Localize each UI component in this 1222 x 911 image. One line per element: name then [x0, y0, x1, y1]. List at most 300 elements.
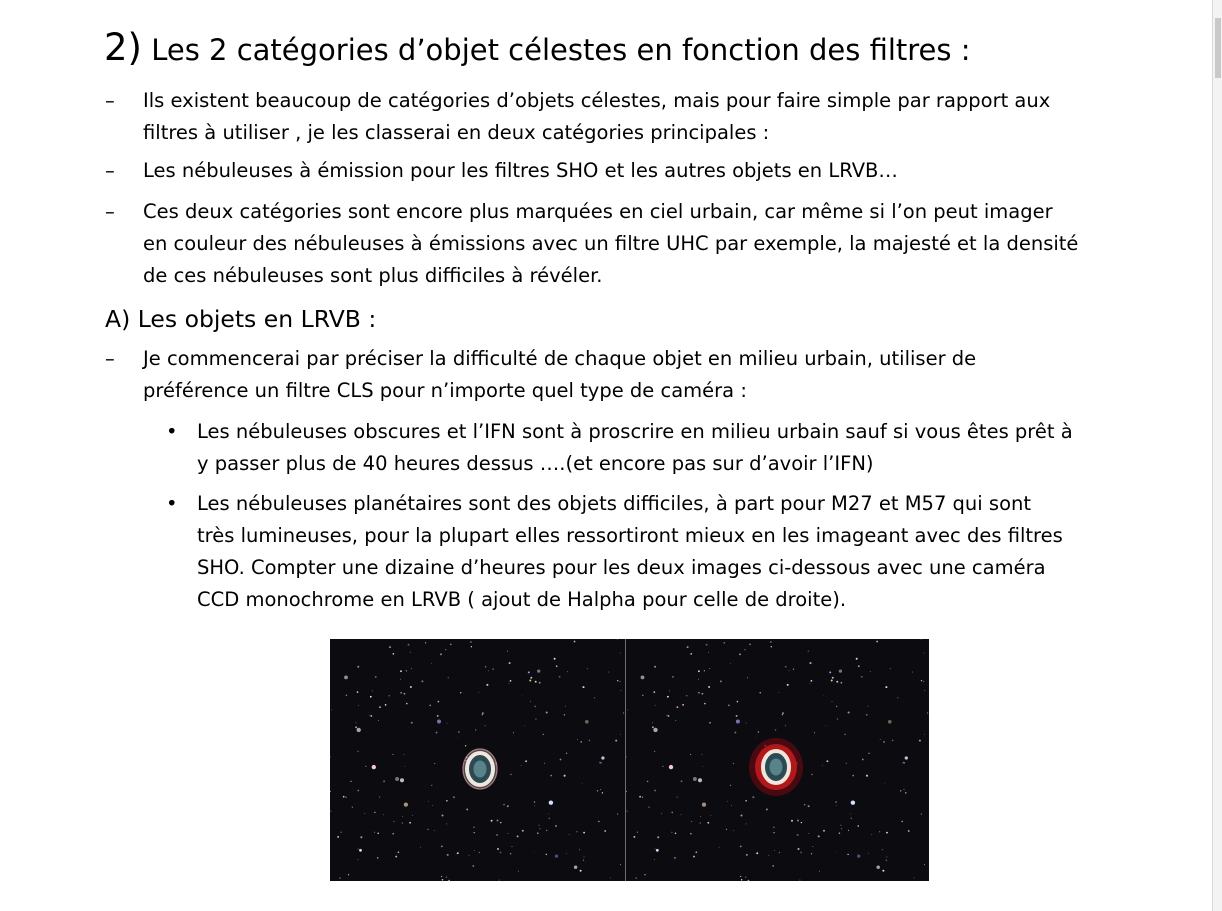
- star: [434, 763, 435, 764]
- star: [620, 652, 621, 653]
- star: [782, 712, 784, 714]
- star: [800, 851, 802, 853]
- star: [602, 792, 603, 793]
- text-line: filtres à utiliser , je les classerai en deux catégories principales :: [143, 121, 770, 144]
- section-heading-lrvb: A) Les objets en LRVB :: [105, 305, 377, 333]
- star: [375, 676, 377, 678]
- star: [358, 705, 359, 706]
- star: [400, 692, 402, 694]
- star: [584, 856, 585, 857]
- star: [808, 805, 810, 807]
- star: [822, 765, 823, 766]
- star: [880, 739, 881, 740]
- star: [582, 686, 584, 688]
- star: [882, 849, 883, 850]
- section-item-difficulty: [105, 343, 977, 407]
- star: [797, 820, 799, 822]
- star: [730, 785, 731, 786]
- star: [644, 874, 645, 875]
- star: [656, 849, 659, 852]
- star: [355, 726, 357, 728]
- star: [852, 775, 854, 777]
- star: [425, 642, 426, 643]
- star: [848, 711, 850, 713]
- star: [693, 777, 697, 781]
- star: [826, 760, 828, 762]
- star: [693, 856, 695, 858]
- star: [371, 715, 373, 717]
- star: [555, 825, 557, 827]
- star: [453, 796, 455, 798]
- star: [485, 725, 486, 726]
- star: [574, 865, 577, 868]
- star: [868, 853, 869, 854]
- star: [352, 806, 353, 807]
- star: [620, 681, 621, 682]
- star: [728, 704, 730, 706]
- star: [395, 856, 397, 858]
- star: [814, 732, 815, 733]
- star: [429, 704, 431, 706]
- star: [601, 756, 604, 759]
- star: [395, 777, 399, 781]
- star: [812, 846, 813, 847]
- star: [508, 833, 509, 834]
- star: [580, 870, 582, 872]
- star: [756, 853, 757, 854]
- star: [404, 693, 406, 695]
- star: [675, 832, 677, 834]
- star: [789, 671, 790, 672]
- star: [485, 666, 487, 668]
- star: [856, 658, 858, 660]
- star: [785, 666, 787, 668]
- star: [450, 643, 452, 645]
- star: [857, 825, 859, 827]
- star: [669, 765, 673, 769]
- star: [569, 834, 570, 835]
- star: [566, 853, 567, 854]
- star: [876, 641, 878, 643]
- star: [488, 671, 489, 672]
- star: [534, 706, 535, 707]
- star: [337, 836, 339, 838]
- star: [521, 765, 522, 766]
- star: [339, 877, 341, 879]
- ring-nebula-halpha-image: [626, 639, 929, 881]
- star: [442, 879, 444, 881]
- star: [652, 726, 654, 728]
- bullet-marker: •: [166, 420, 178, 443]
- star: [768, 855, 769, 856]
- star: [410, 686, 412, 688]
- star: [420, 847, 421, 848]
- star: [404, 802, 408, 806]
- star: [739, 653, 741, 655]
- star: [708, 652, 709, 653]
- star: [556, 665, 558, 667]
- star: [890, 668, 891, 669]
- star: [525, 760, 527, 762]
- star: [912, 672, 913, 673]
- star: [633, 836, 635, 838]
- star: [826, 725, 827, 726]
- star: [846, 763, 847, 764]
- star: [446, 723, 447, 724]
- star: [782, 714, 783, 715]
- star: [594, 697, 595, 698]
- star: [457, 737, 458, 738]
- star: [447, 854, 449, 856]
- star: [421, 680, 423, 682]
- star: [471, 646, 472, 647]
- star: [469, 855, 470, 856]
- text-line: SHO. Compter une dizaine d’heures pour les deux images ci-dessous avec une caméra: [197, 556, 1046, 579]
- star: [836, 805, 837, 806]
- star: [709, 668, 710, 669]
- star: [862, 759, 864, 761]
- star: [500, 851, 502, 853]
- star: [884, 783, 885, 784]
- star: [766, 808, 768, 810]
- star: [517, 835, 519, 837]
- star: [437, 719, 441, 723]
- star: [434, 830, 435, 831]
- star: [432, 805, 433, 806]
- star: [492, 668, 493, 669]
- star: [851, 818, 852, 819]
- star: [550, 775, 552, 777]
- star: [661, 813, 662, 814]
- star: [799, 880, 800, 881]
- star: [652, 722, 653, 723]
- star: [626, 811, 627, 812]
- star: [857, 854, 860, 857]
- star: [522, 830, 524, 832]
- star: [791, 820, 793, 822]
- star: [866, 775, 868, 777]
- star: [811, 853, 812, 854]
- star: [574, 641, 576, 643]
- star: [549, 818, 550, 819]
- star: [823, 830, 825, 832]
- star: [698, 692, 700, 694]
- star: [848, 830, 849, 831]
- star: [623, 713, 624, 714]
- star: [530, 701, 531, 702]
- star: [431, 663, 432, 664]
- star: [730, 663, 731, 664]
- star: [522, 696, 523, 697]
- star: [534, 805, 535, 806]
- star: [554, 658, 556, 660]
- star: [687, 646, 689, 648]
- star: [627, 710, 628, 711]
- star: [677, 797, 678, 798]
- star: [441, 846, 443, 848]
- star: [724, 642, 725, 643]
- intro-item-categories: [105, 85, 1051, 149]
- ring-nebula-right: [749, 738, 803, 796]
- star: [836, 706, 837, 707]
- text-line: Ces deux catégories sont encore plus marquées en ciel urbain, car même si l’on peut imager: [143, 200, 1053, 223]
- star: [744, 649, 745, 650]
- star: [671, 832, 672, 833]
- star: [770, 641, 772, 643]
- star: [513, 732, 514, 733]
- star: [924, 864, 925, 865]
- star: [617, 813, 618, 814]
- star: [330, 811, 331, 812]
- star: [771, 646, 772, 647]
- star: [637, 832, 638, 833]
- star: [411, 668, 412, 669]
- star: [635, 877, 637, 879]
- star: [836, 851, 837, 852]
- star: [923, 681, 924, 682]
- star: [364, 813, 365, 814]
- star: [357, 691, 359, 693]
- star: [497, 820, 499, 822]
- star: [840, 825, 841, 826]
- star: [587, 668, 588, 669]
- star: [655, 705, 656, 706]
- star: [835, 801, 837, 803]
- star: [357, 728, 361, 732]
- star: [831, 701, 832, 702]
- star: [486, 684, 488, 686]
- star: [507, 805, 509, 807]
- star: [654, 751, 655, 752]
- star: [847, 854, 848, 855]
- star: [811, 774, 812, 775]
- star: [648, 806, 649, 807]
- star: [779, 692, 780, 693]
- text-line: Je commencerai par préciser la difficulté de chaque objet en milieu urbain, utiliser de: [143, 347, 977, 370]
- star: [740, 876, 741, 877]
- star: [797, 834, 799, 836]
- star: [642, 694, 644, 696]
- star: [711, 815, 712, 816]
- star: [411, 722, 413, 724]
- star: [507, 651, 508, 652]
- star: [406, 670, 407, 671]
- star: [657, 836, 659, 838]
- star: [759, 692, 760, 693]
- star: [598, 821, 599, 822]
- dash-marker: –: [105, 200, 115, 223]
- star: [832, 677, 834, 679]
- star: [369, 715, 370, 716]
- star: [473, 827, 474, 828]
- star: [529, 680, 531, 682]
- window-right-edge: [1212, 0, 1222, 911]
- star: [510, 774, 511, 775]
- star: [409, 822, 411, 824]
- star: [512, 846, 513, 847]
- star: [400, 670, 402, 672]
- star: [491, 820, 493, 822]
- star: [589, 740, 590, 741]
- star: [499, 880, 500, 881]
- star: [389, 695, 390, 696]
- star: [900, 790, 902, 792]
- star: [886, 856, 887, 857]
- slide-title-text: Les 2 catégories d’objet célestes en fonction des filtres :: [141, 33, 971, 67]
- star: [897, 697, 898, 698]
- star: [741, 879, 743, 881]
- star: [808, 833, 809, 834]
- star: [518, 871, 519, 872]
- star: [377, 859, 378, 860]
- star: [583, 832, 585, 834]
- star: [746, 823, 747, 824]
- star: [882, 870, 884, 872]
- star: [866, 714, 867, 715]
- star: [757, 737, 758, 738]
- star: [539, 828, 540, 829]
- star: [617, 639, 618, 640]
- star: [841, 828, 842, 829]
- star: [534, 801, 536, 803]
- bullet-item-planetary-nebulae: [166, 488, 1063, 616]
- star: [503, 804, 505, 806]
- star: [546, 854, 547, 855]
- star: [653, 728, 657, 732]
- star: [746, 854, 748, 856]
- star: [921, 680, 922, 681]
- star: [530, 677, 532, 679]
- star: [402, 816, 403, 817]
- star: [585, 720, 589, 724]
- star: [473, 832, 474, 833]
- star: [472, 865, 474, 867]
- star: [734, 732, 736, 734]
- star: [365, 766, 366, 767]
- star: [442, 815, 444, 817]
- star: [905, 756, 908, 759]
- star: [671, 812, 673, 814]
- star: [466, 808, 468, 810]
- star: [809, 662, 811, 664]
- star: [412, 815, 413, 816]
- star: [341, 832, 342, 833]
- star: [919, 740, 921, 742]
- star: [675, 720, 676, 721]
- star: [560, 759, 562, 761]
- star: [544, 763, 545, 764]
- star: [482, 712, 484, 714]
- star: [392, 833, 394, 835]
- star: [681, 780, 683, 782]
- star: [465, 745, 466, 746]
- star: [808, 651, 809, 652]
- star: [379, 797, 380, 798]
- star: [583, 860, 584, 861]
- text-line: préférence un filtre CLS pour n’importe quel type de caméra :: [143, 379, 747, 402]
- star: [402, 822, 403, 823]
- star: [793, 668, 794, 669]
- star: [654, 790, 656, 792]
- star: [582, 783, 583, 784]
- star: [410, 652, 411, 653]
- star: [509, 662, 511, 664]
- star: [818, 835, 820, 837]
- star: [726, 829, 727, 830]
- star: [428, 801, 429, 802]
- star: [344, 675, 348, 679]
- star: [746, 723, 747, 724]
- star: [436, 732, 438, 734]
- star: [850, 814, 851, 815]
- star: [479, 692, 480, 693]
- star: [870, 671, 871, 672]
- star: [448, 677, 449, 678]
- star: [811, 680, 813, 682]
- star: [736, 715, 738, 717]
- slide-title-number: 2): [104, 26, 142, 69]
- star: [559, 676, 561, 678]
- star: [350, 781, 352, 783]
- scrollbar-thumb[interactable]: [1215, 18, 1221, 78]
- star: [747, 677, 748, 678]
- star: [460, 692, 461, 693]
- star: [377, 832, 379, 834]
- star: [690, 833, 692, 835]
- star: [779, 852, 780, 853]
- star: [440, 653, 442, 655]
- star: [393, 821, 394, 822]
- star: [695, 851, 697, 853]
- star: [924, 690, 925, 691]
- star: [548, 814, 549, 815]
- star: [804, 804, 806, 806]
- intro-item-emission: [105, 155, 898, 187]
- star: [666, 715, 667, 716]
- star: [441, 876, 442, 877]
- star: [698, 670, 700, 672]
- star: [892, 740, 893, 741]
- star: [858, 665, 860, 667]
- star: [823, 696, 824, 697]
- star: [668, 715, 670, 717]
- star: [698, 679, 699, 680]
- star: [829, 671, 831, 673]
- text-line: CCD monochrome en LRVB ( ajout de Halpha pour celle de droite).: [197, 588, 847, 611]
- star: [745, 800, 747, 802]
- star: [537, 669, 540, 672]
- star: [565, 706, 566, 707]
- star: [579, 849, 580, 850]
- text-line: en couleur des nébuleuses à émissions avec un filtre UHC par exemple, la majesté et la densité: [143, 232, 1079, 255]
- star: [927, 713, 928, 714]
- star: [736, 719, 740, 723]
- star: [902, 821, 903, 822]
- star: [610, 877, 611, 878]
- star: [358, 848, 359, 849]
- star: [905, 792, 906, 793]
- star: [667, 696, 669, 698]
- star: [707, 822, 709, 824]
- star: [654, 666, 656, 668]
- star: [681, 814, 682, 815]
- star: [528, 671, 530, 673]
- star: [774, 850, 775, 851]
- star: [797, 848, 799, 850]
- dash-marker: –: [105, 347, 115, 370]
- star: [749, 643, 751, 645]
- star: [886, 832, 888, 834]
